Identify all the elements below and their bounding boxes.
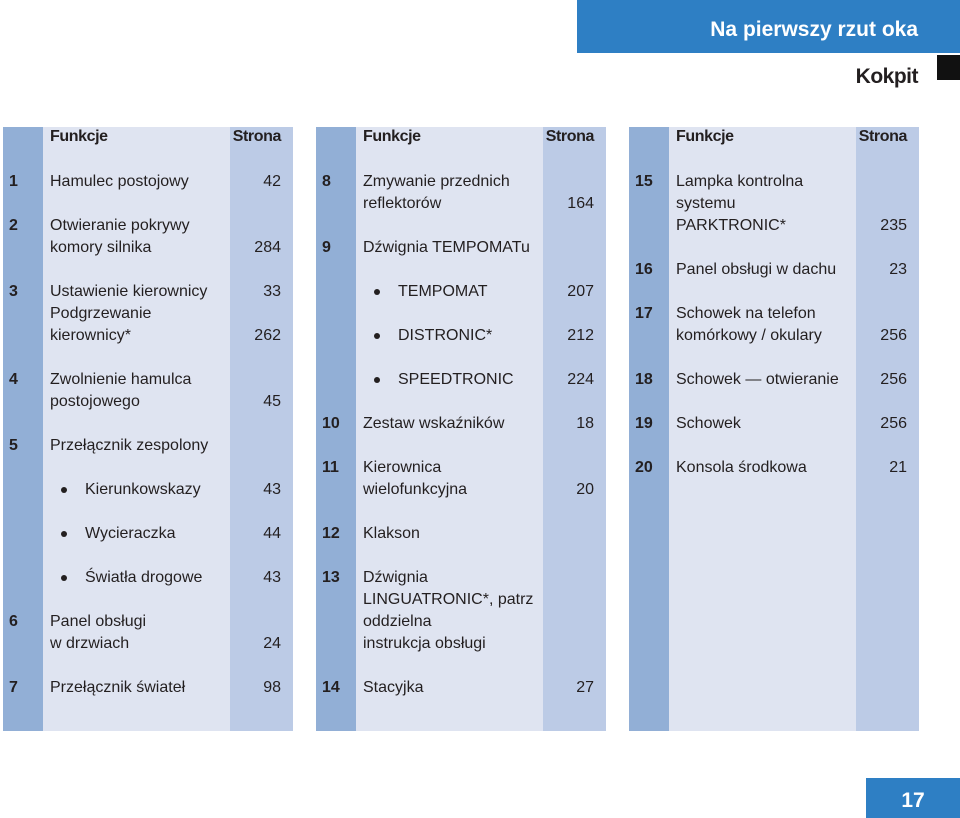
item-number: 17	[635, 305, 653, 322]
item-number: 13	[322, 569, 340, 586]
item-label: Podgrzewanie	[50, 305, 152, 322]
item-label: Schowek	[676, 415, 741, 432]
page-reference: 27	[576, 679, 594, 696]
page-reference: 224	[567, 371, 594, 388]
item-label: wielofunkcyjna	[363, 481, 468, 498]
item-number: 19	[635, 415, 653, 432]
item-label: Klakson	[363, 525, 420, 542]
bullet-icon	[61, 531, 67, 537]
item-label: oddzielna	[363, 613, 432, 630]
item-label: w drzwiach	[50, 635, 130, 652]
item-label: Konsola środkowa	[676, 459, 807, 476]
page-reference: 98	[263, 679, 281, 696]
sub-item-label: TEMPOMAT	[398, 283, 488, 300]
item-number: 16	[635, 261, 653, 278]
item-label: Przełącznik świateł	[50, 679, 186, 696]
item-number: 9	[322, 239, 331, 256]
page-reference: 21	[889, 459, 907, 476]
item-label: Panel obsługi w dachu	[676, 261, 837, 278]
item-label: PARKTRONIC*	[676, 217, 786, 234]
item-number: 5	[9, 437, 18, 454]
item-number: 12	[322, 525, 340, 542]
item-number: 14	[322, 679, 340, 696]
item-number: 20	[635, 459, 653, 476]
item-label: postojowego	[50, 393, 140, 410]
item-label: Panel obsługi	[50, 613, 147, 630]
page-reference: 24	[263, 635, 281, 652]
page-reference: 262	[254, 327, 281, 344]
page-reference: 256	[880, 371, 907, 388]
item-label: Zmywanie przednich	[363, 173, 510, 190]
page-reference: 43	[263, 481, 281, 498]
section-marker	[937, 55, 960, 80]
item-label: Ustawienie kierownicy	[50, 283, 208, 300]
section-title: Na pierwszy rzut oka	[710, 18, 918, 41]
item-number: 4	[9, 371, 18, 388]
item-label: komory silnika	[50, 239, 152, 256]
item-number: 11	[322, 459, 339, 476]
functions-table-2	[316, 127, 606, 731]
item-number: 15	[635, 173, 653, 190]
page-number-box	[866, 778, 960, 818]
page-number: 17	[901, 789, 925, 812]
item-number: 8	[322, 173, 331, 190]
item-label: systemu	[676, 195, 736, 212]
page-reference: 42	[263, 173, 281, 190]
sub-item-label: SPEEDTRONIC	[398, 371, 514, 388]
page-reference: 45	[263, 393, 281, 410]
item-label: Dźwignia TEMPOMATu	[363, 239, 530, 256]
item-number: 7	[9, 679, 18, 696]
item-label: Stacyjka	[363, 679, 424, 696]
header-bar	[577, 0, 960, 53]
item-label: Schowek na telefon	[676, 305, 816, 322]
page-reference: 18	[576, 415, 594, 432]
bullet-icon	[374, 333, 380, 339]
sub-item-label: Światła drogowe	[85, 569, 203, 586]
page-reference: 44	[263, 525, 281, 542]
item-label: Schowek — otwieranie	[676, 371, 839, 388]
page-reference: 256	[880, 415, 907, 432]
item-label: Kierownica	[363, 459, 442, 476]
item-number: 2	[9, 217, 18, 234]
page-reference: 212	[567, 327, 594, 344]
item-label: komórkowy / okulary	[676, 327, 822, 344]
item-label: reflektorów	[363, 195, 442, 212]
item-label: Przełącznik zespolony	[50, 437, 209, 454]
header-functions: Funkcje	[50, 128, 108, 145]
bullet-icon	[61, 575, 67, 581]
item-label: Hamulec postojowy	[50, 173, 189, 190]
bullet-icon	[374, 289, 380, 295]
sub-item-label: Kierunkowskazy	[85, 481, 201, 498]
header-page: Strona	[545, 128, 594, 145]
page-reference: 284	[254, 239, 281, 256]
item-number: 1	[9, 173, 18, 190]
page-reference: 43	[263, 569, 281, 586]
page-reference: 20	[576, 481, 594, 498]
item-label: Dźwignia	[363, 569, 428, 586]
item-label: instrukcja obsługi	[363, 635, 486, 652]
header-page: Strona	[232, 128, 281, 145]
page-reference: 256	[880, 327, 907, 344]
sub-item-label: Wycieraczka	[85, 525, 176, 542]
item-number: 6	[9, 613, 18, 630]
page-reference: 164	[567, 195, 594, 212]
functions-table-1	[3, 127, 293, 731]
bullet-icon	[61, 487, 67, 493]
item-label: LINGUATRONIC*, patrz	[363, 591, 534, 608]
item-label: Zestaw wskaźników	[363, 415, 505, 432]
header-page: Strona	[858, 128, 907, 145]
page-reference: 33	[263, 283, 281, 300]
item-label: Otwieranie pokrywy	[50, 217, 190, 234]
header-functions: Funkcje	[676, 128, 734, 145]
bullet-icon	[374, 377, 380, 383]
item-number: 3	[9, 283, 18, 300]
header-functions: Funkcje	[363, 128, 421, 145]
item-number: 10	[322, 415, 340, 432]
item-label: Lampka kontrolna	[676, 173, 804, 190]
page-reference: 23	[889, 261, 907, 278]
page-reference: 235	[880, 217, 907, 234]
page-subtitle: Kokpit	[855, 65, 918, 88]
sub-item-label: DISTRONIC*	[398, 327, 493, 344]
page-reference: 207	[567, 283, 594, 300]
item-label: Zwolnienie hamulca	[50, 371, 192, 388]
functions-table-3	[629, 127, 919, 731]
item-label: kierownicy*	[50, 327, 131, 344]
item-number: 18	[635, 371, 653, 388]
